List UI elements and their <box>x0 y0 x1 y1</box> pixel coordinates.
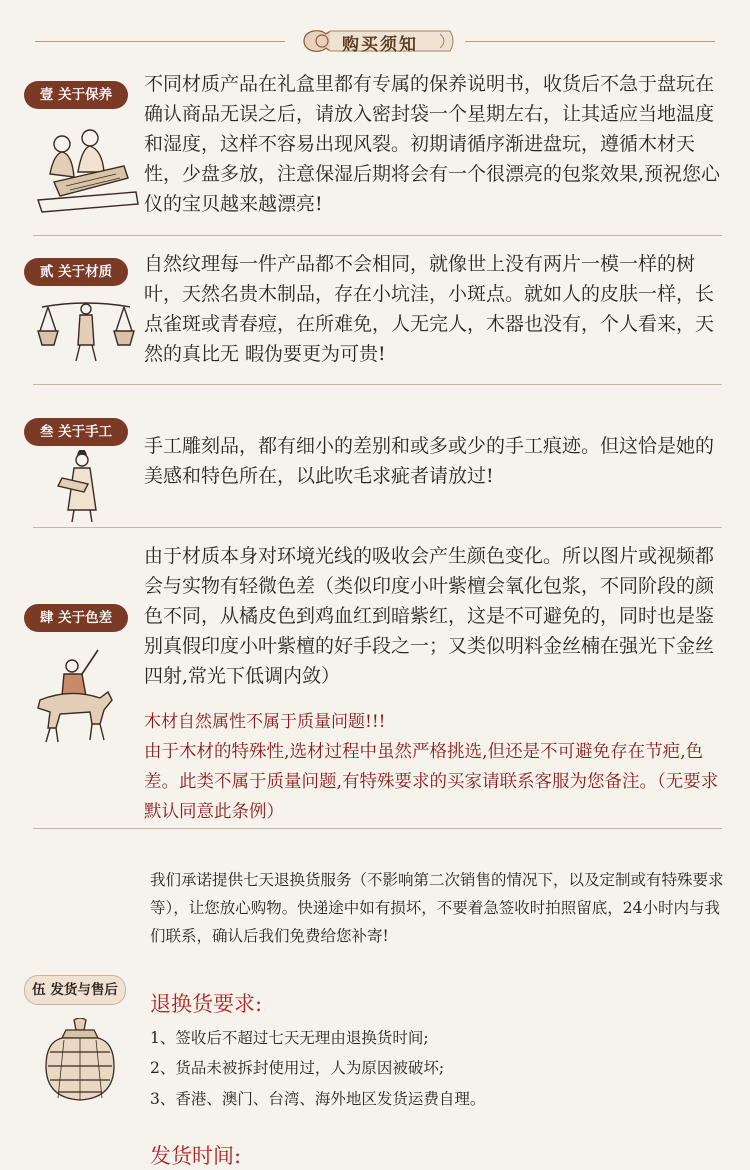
scholars-reading-icon <box>32 122 144 217</box>
shipping-time-title: 发货时间: <box>150 1144 242 1168</box>
woven-basket-icon <box>40 1018 120 1102</box>
section-divider <box>33 384 722 385</box>
section-divider <box>33 828 722 829</box>
return-item: 3、香港、澳门、台湾、海外地区发货运费自理。 <box>150 1090 486 1108</box>
material-text: 自然纹理每一件产品都不会相同，就像世上没有两片一模一样的树叶，天然名贵木制品，存在小坑洼，小斑点。就如人的皮肤一样，长点雀斑或青春痘，在所难免，人无完人，木器也没有，个人看来，天然的真比无 暇伪要更为可贵! <box>144 253 715 365</box>
tag-material: 贰 关于材质 <box>24 258 128 286</box>
disclaimer-text: 由于木材的特殊性,选材过程中虽然严格挑选,但还是不可避免存在节疤,色差。此类不属于质量问题,有特殊要求的买家请联系客服为您备注。（无要求默认同意此条例） <box>144 742 719 822</box>
tag-shipping-after-sales: 伍 发货与售后 <box>24 975 126 1005</box>
after-sales-text: 我们承诺提供七天退换货服务（不影响第二次销售的情况下，以及定制或有特殊要求等），让您放心购物。快递途中如有损坏，不要着急签收时拍照留底，24小时内与我们联系，确认后我们免费给您补寄! <box>150 871 724 945</box>
disclaimer-title: 木材自然属性不属于质量问题!!! <box>144 712 386 732</box>
tag-color-difference: 肆 关于色差 <box>24 604 128 632</box>
return-item: 2、货品未被拆封使用过，人为原因被破坏; <box>150 1059 445 1077</box>
tag-maintenance: 壹 关于保养 <box>24 81 128 109</box>
tag-handmade: 叁 关于手工 <box>24 418 128 446</box>
header-rule-left <box>35 41 285 42</box>
return-item: 1、签收后不超过七天无理由退换货时间; <box>150 1029 429 1047</box>
section-divider <box>33 527 722 528</box>
section-divider <box>33 235 722 236</box>
scholar-standing-icon <box>48 450 118 522</box>
color-difference-text: 由于材质本身对环境光线的吸收会产生颜色变化。所以图片或视频都会与实物有轻微色差（类似印度小叶紫檀会氧化包浆，不同阶段的颜色不同，从橘皮色到鸡血红到暗紫红，这是不可避免的，同时也是鉴别真假印度小叶紫檀的好手段之一；又类似明料金丝楠在强光下金丝四射,常光下低调内敛） <box>144 545 715 687</box>
header-rule-right <box>465 41 715 42</box>
return-requirements-title: 退换货要求: <box>150 992 263 1016</box>
warrior-on-horse-icon <box>30 648 116 744</box>
header-badge <box>290 22 460 60</box>
handmade-text: 手工雕刻品，都有细小的差别和或多或少的手工痕迹。但这恰是她的美感和特色所在，以此吹毛求疵者请放过! <box>144 435 715 487</box>
porter-with-baskets-icon <box>36 295 136 363</box>
maintenance-text: 不同材质产品在礼盒里都有专属的保养说明书，收货后不急于盘玩在确认商品无误之后，请放入密封袋一个星期左右，让其适应当地温度和湿度，这样不容易出现风裂。初期请循序渐进盘玩，遵循木材天性，少盘多放，注意保湿后期将会有一个很漂亮的包浆效果,预祝您心仪的宝贝越来越漂亮! <box>144 73 721 215</box>
page-title: 购买须知 <box>342 35 418 55</box>
